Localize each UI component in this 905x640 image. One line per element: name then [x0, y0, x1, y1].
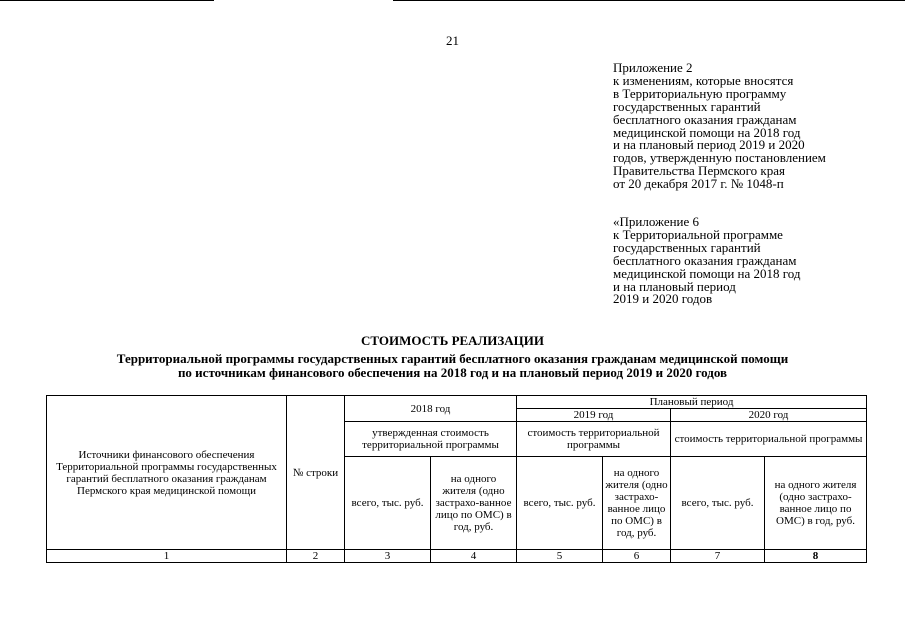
header-source: Источники финансового обеспечения Территориальной программы государственных гарантий бесплатного оказания гражданам Пермского края медицинской помощи — [47, 396, 287, 550]
appendix-2-line: Приложение 2 — [613, 60, 693, 75]
header-per-capita-2020: на одного жителя (одно застрахо-ванное лицо по ОМС) в год, руб. — [765, 457, 867, 550]
header-total-2019: всего, тыс. руб. — [517, 457, 603, 550]
appendix-6-line: 2019 и 2020 годов — [613, 291, 713, 307]
appendix-6-line: «Приложение 6 — [613, 214, 700, 229]
column-number: 3 — [345, 550, 431, 563]
header-total-2018: всего, тыс. руб. — [345, 457, 431, 550]
appendix-2-block — [613, 62, 826, 191]
column-number: 2 — [287, 550, 345, 563]
header-approved-cost-2018: утвержденная стоимость территориальной программы — [345, 422, 517, 457]
header-year-2020: 2020 год — [671, 409, 867, 422]
appendix-2-line: и на плановый период 2019 и 2020 — [613, 137, 805, 153]
appendix-2-line: к изменениям, которые вносятся — [613, 72, 794, 88]
header-rule-right — [393, 0, 905, 1]
header-row-number: № строки — [287, 396, 345, 550]
header-year-2019: 2019 год — [517, 409, 671, 422]
appendix-2-line: годов, утвержденную постановлением — [613, 150, 826, 166]
appendix-6-line: к Территориальной программе — [613, 226, 783, 242]
header-cost-2019: стоимость территориальной программы — [517, 422, 671, 457]
cost-table — [46, 395, 867, 563]
header-year-2018: 2018 год — [345, 396, 517, 422]
header-rule-left — [0, 0, 214, 1]
appendix-6-block — [613, 216, 801, 306]
header-cost-2020: стоимость территориальной программы — [671, 422, 867, 457]
appendix-2-line: государственных гарантий — [613, 98, 761, 114]
appendix-2-line: бесплатного оказания гражданам — [613, 111, 797, 127]
column-number: 7 — [671, 550, 765, 563]
subtitle-line: Территориальной программы государственных гарантий бесплатного оказания гражданам медицинской помощи — [116, 351, 789, 366]
column-number: 8 — [765, 550, 867, 563]
appendix-2-line: в Территориальную программу — [613, 85, 787, 101]
document-subtitle — [0, 352, 905, 380]
header-total-2020: всего, тыс. руб. — [671, 457, 765, 550]
appendix-2-line: Правительства Пермского края — [613, 163, 785, 179]
header-per-capita-2018: на одного жителя (одно застрахо-ванное лицо по ОМС) в год, руб. — [431, 457, 517, 550]
header-per-capita-2019: на одного жителя (одно застрахо-ванное лицо по ОМС) в год, руб. — [603, 457, 671, 550]
page-number: 21 — [446, 33, 459, 48]
column-number: 4 — [431, 550, 517, 563]
appendix-6-line: и на плановый период — [613, 278, 736, 294]
appendix-6-line: государственных гарантий — [613, 239, 761, 255]
column-number-row — [47, 550, 867, 563]
appendix-2-line: медицинской помощи на 2018 год — [613, 124, 801, 140]
column-number: 5 — [517, 550, 603, 563]
document-title: СТОИМОСТЬ РЕАЛИЗАЦИИ — [361, 333, 544, 348]
column-number: 6 — [603, 550, 671, 563]
appendix-2-line: от 20 декабря 2017 г. № 1048-п — [613, 176, 784, 192]
subtitle-line: по источникам финансового обеспечения на 2018 год и на плановый период 2019 и 2020 годов — [177, 365, 728, 380]
column-number: 1 — [47, 550, 287, 563]
appendix-6-line: медицинской помощи на 2018 год — [613, 265, 801, 281]
header-planned-period: Плановый период — [517, 396, 867, 409]
appendix-6-line: бесплатного оказания гражданам — [613, 252, 797, 268]
